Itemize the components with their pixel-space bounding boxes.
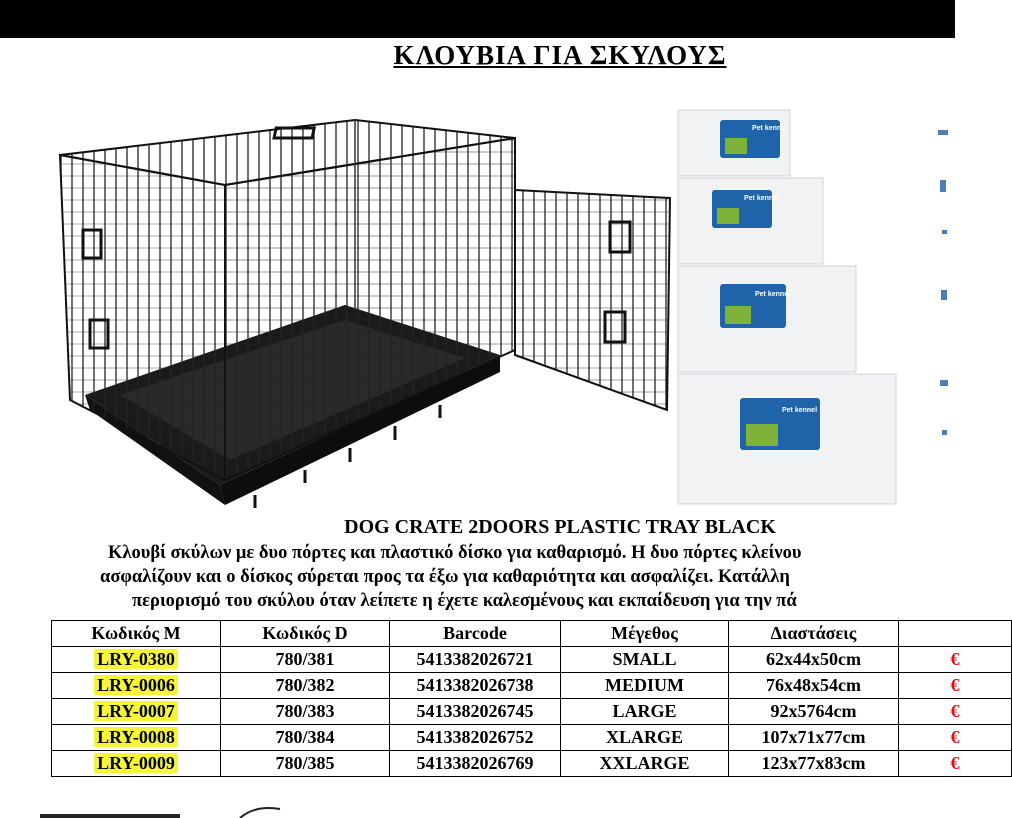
box-label-2: Pet kennel [744,195,780,202]
cell-size: LARGE [561,699,729,725]
highlighted-code: LRY-0006 [94,675,178,695]
product-description [0,541,955,613]
cropped-bottom-marks [40,805,360,818]
table-header-row [52,621,1012,647]
cell-barcode: 5413382026745 [390,699,561,725]
cell-price: € [899,673,1012,699]
cropped-edge-marks [938,120,955,520]
cell-dimensions: 62x44x50cm [729,647,899,673]
cell-code-m [52,673,221,699]
cell-code-m [52,751,221,777]
cell-code-m [52,647,221,673]
description-line-2: ασφαλίζουν και ο δίσκος σύρεται προς τα έξω για καθαριότητα και ασφαλίζει. Κατάλλη [100,567,790,587]
cell-code-d: 780/385 [221,751,390,777]
page-title: ΚΛΟΥΒΙΑ ΓΙΑ ΣΚΥΛΟΥΣ [393,40,727,70]
cell-barcode: 5413382026738 [390,673,561,699]
header-dimensions: Διαστάσεις [729,621,899,647]
description-line-3: περιορισμό του σκύλου όταν λείπετε η έχετε καλεσμένους και εκπαίδευση για την πά [132,591,797,611]
cell-code-d: 780/382 [221,673,390,699]
cell-size: SMALL [561,647,729,673]
cell-code-d: 780/383 [221,699,390,725]
box-label-3: Pet kennel [755,291,791,298]
table-row [52,647,1012,673]
table-row [52,751,1012,777]
cell-barcode: 5413382026721 [390,647,561,673]
highlighted-code: LRY-0009 [94,753,178,773]
cell-price: € [899,725,1012,751]
header-size: Μέγεθος [561,621,729,647]
cell-code-d: 780/384 [221,725,390,751]
cell-price: € [899,751,1012,777]
top-black-bar [0,0,955,38]
header-price [899,621,1012,647]
header-barcode: Barcode [390,621,561,647]
cell-dimensions: 76x48x54cm [729,673,899,699]
dog-crate-image [45,110,680,520]
cell-code-m [52,699,221,725]
product-boxes-image [670,108,900,508]
cell-code-d: 780/381 [221,647,390,673]
cell-dimensions: 123x77x83cm [729,751,899,777]
highlighted-code: LRY-0380 [94,649,178,669]
cell-price: € [899,647,1012,673]
table-row [52,699,1012,725]
product-name: DOG CRATE 2DOORS PLASTIC TRAY BLACK [344,516,776,538]
header-code-m: Κωδικός M [52,621,221,647]
cell-size: MEDIUM [561,673,729,699]
cell-dimensions: 92x5764cm [729,699,899,725]
cell-price: € [899,699,1012,725]
table-row [52,725,1012,751]
table-row [52,673,1012,699]
cell-barcode: 5413382026769 [390,751,561,777]
product-spec-table [51,620,1012,777]
highlighted-code: LRY-0007 [94,701,178,721]
box-label-1: Pet kennel [752,125,788,132]
box-label-4: Pet kennel [782,407,818,414]
highlighted-code: LRY-0008 [94,727,178,747]
description-line-1: Κλουβί σκύλων με δυο πόρτες και πλαστικό δίσκο για καθαρισμό. Η δυο πόρτες κλείνου [108,543,802,563]
cell-code-m [52,725,221,751]
cell-dimensions: 107x71x77cm [729,725,899,751]
cell-barcode: 5413382026752 [390,725,561,751]
cell-size: XLARGE [561,725,729,751]
cell-size: XXLARGE [561,751,729,777]
header-code-d: Κωδικός D [221,621,390,647]
